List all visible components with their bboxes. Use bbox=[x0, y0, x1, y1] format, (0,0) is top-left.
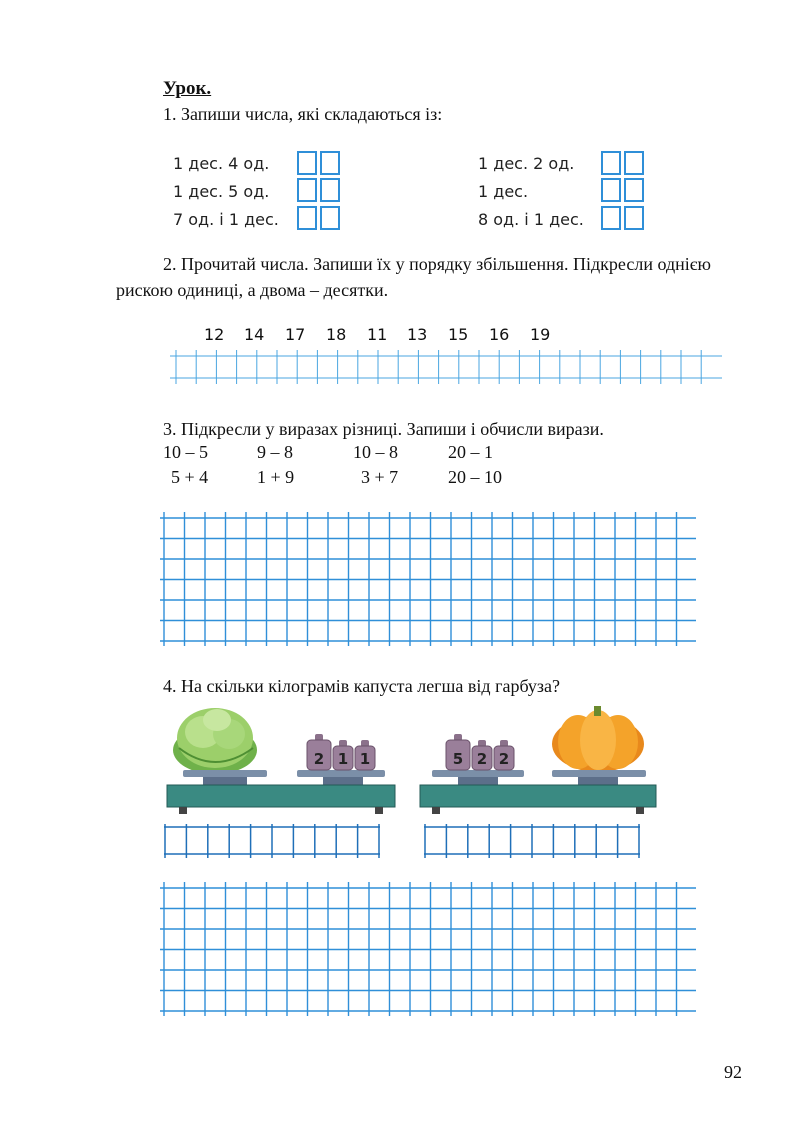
weight-label: 2 bbox=[313, 750, 325, 768]
answer-cell[interactable] bbox=[624, 206, 644, 230]
expression: 20 – 1 bbox=[448, 442, 493, 462]
scale-with-cabbage bbox=[165, 698, 397, 816]
weights-left bbox=[307, 734, 375, 770]
task2-text-line2: рискою одиниці, а двома – десятки. bbox=[116, 280, 389, 300]
lesson-title: Урок. bbox=[163, 78, 212, 99]
expression: 9 – 8 bbox=[257, 442, 293, 462]
answer-cell[interactable] bbox=[297, 178, 317, 202]
answer-ladder-left[interactable] bbox=[162, 824, 382, 858]
expression: 10 – 8 bbox=[353, 442, 398, 462]
scale-base bbox=[420, 785, 656, 807]
page-number: 92 bbox=[724, 1062, 742, 1082]
weight-label: 2 bbox=[476, 750, 488, 768]
weight-1 bbox=[355, 740, 375, 770]
task1-left-3: 7 од. і 1 дес. bbox=[173, 210, 279, 229]
weight-2 bbox=[307, 734, 331, 770]
number-item: 12 bbox=[204, 325, 225, 344]
task3-text: 3. Підкресли у виразах різниці. Запиши і обчисли вирази. bbox=[163, 419, 604, 439]
number-item: 17 bbox=[285, 325, 306, 344]
task1-left-2: 1 дес. 5 од. bbox=[173, 182, 270, 201]
cabbage-icon bbox=[173, 708, 257, 774]
weight-label: 2 bbox=[498, 750, 510, 768]
expression: 5 + 4 bbox=[171, 467, 209, 487]
weight-label: 1 bbox=[359, 750, 371, 768]
number-item: 14 bbox=[244, 325, 265, 344]
pumpkin-icon bbox=[552, 706, 644, 772]
grid-area-4[interactable] bbox=[160, 882, 696, 1016]
expression: 1 + 9 bbox=[257, 467, 295, 487]
answer-cell[interactable] bbox=[320, 206, 340, 230]
task1-left-1: 1 дес. 4 од. bbox=[173, 154, 270, 173]
number-item: 11 bbox=[367, 325, 388, 344]
expression: 3 + 7 bbox=[361, 467, 399, 487]
weight-label: 1 bbox=[337, 750, 349, 768]
scale-pan bbox=[297, 770, 385, 777]
answer-cell[interactable] bbox=[601, 151, 621, 175]
task1-right-3: 8 од. і 1 дес. bbox=[478, 210, 584, 229]
task2-text-line1: 2. Прочитай числа. Запиши їх у порядку збільшення. Підкресли однією bbox=[163, 254, 711, 274]
number-item: 15 bbox=[448, 325, 469, 344]
answer-cell[interactable] bbox=[297, 206, 317, 230]
weights-right bbox=[446, 734, 514, 770]
scale-base bbox=[167, 785, 395, 807]
answer-strip[interactable] bbox=[170, 350, 722, 384]
weight-5 bbox=[446, 734, 470, 770]
number-item: 13 bbox=[407, 325, 428, 344]
scale-with-pumpkin bbox=[418, 698, 658, 816]
answer-cell[interactable] bbox=[320, 178, 340, 202]
expression: 20 – 10 bbox=[448, 467, 502, 487]
weight-2 bbox=[472, 740, 492, 770]
answer-ladder-right[interactable] bbox=[422, 824, 642, 858]
answer-cell[interactable] bbox=[624, 151, 644, 175]
answer-cell[interactable] bbox=[297, 151, 317, 175]
number-item: 19 bbox=[530, 325, 551, 344]
scale-pan bbox=[432, 770, 524, 777]
weight-2 bbox=[494, 740, 514, 770]
expression: 10 – 5 bbox=[163, 442, 208, 462]
task1-text: 1. Запиши числа, які складаються із: bbox=[163, 104, 443, 124]
answer-cell[interactable] bbox=[624, 178, 644, 202]
scale-pan bbox=[183, 770, 267, 777]
grid-area-3[interactable] bbox=[160, 512, 696, 646]
number-item: 18 bbox=[326, 325, 347, 344]
task1-right-2: 1 дес. bbox=[478, 182, 529, 201]
weight-label: 5 bbox=[452, 750, 464, 768]
answer-cell[interactable] bbox=[601, 178, 621, 202]
answer-cell[interactable] bbox=[601, 206, 621, 230]
answer-cell[interactable] bbox=[320, 151, 340, 175]
number-item: 16 bbox=[489, 325, 510, 344]
task1-right-1: 1 дес. 2 од. bbox=[478, 154, 575, 173]
weight-1 bbox=[333, 740, 353, 770]
scale-pan bbox=[552, 770, 646, 777]
task4-text: 4. На скільки кілограмів капуста легша від гарбуза? bbox=[163, 676, 561, 696]
